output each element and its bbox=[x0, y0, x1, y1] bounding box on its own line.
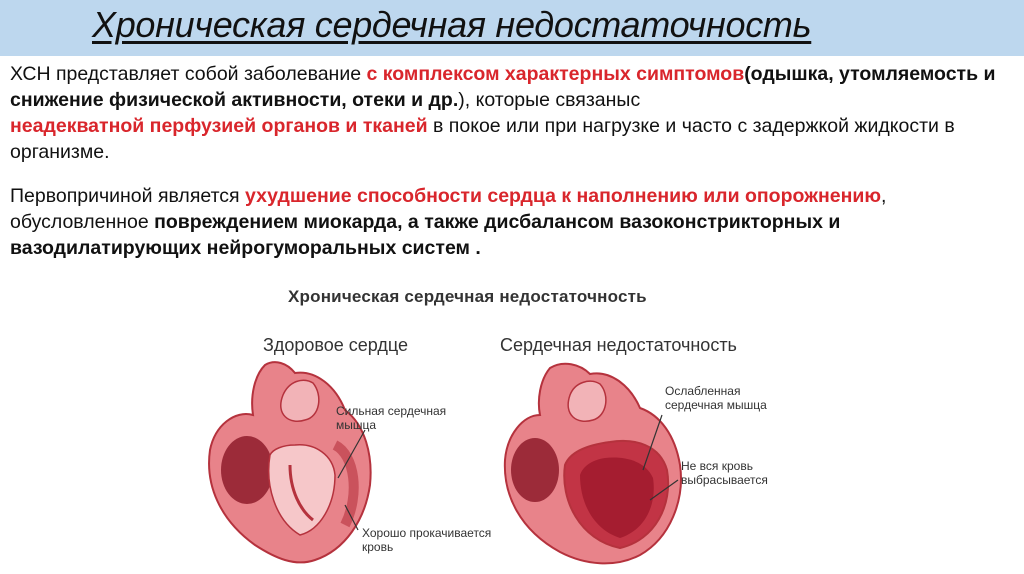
text: Первопричиной является bbox=[10, 185, 246, 207]
callout-line: Ослабленная bbox=[665, 384, 741, 398]
highlight-text: с комплексом характерных симптомов bbox=[366, 63, 745, 85]
callout-line: Хорошо прокачивается bbox=[362, 526, 492, 540]
callout-line-strong bbox=[338, 430, 365, 478]
callout-line: мышца bbox=[336, 418, 377, 432]
highlight-text: ухудшение способности сердца к наполнению или опорожнению bbox=[245, 185, 882, 207]
callout-line: Сильная сердечная bbox=[336, 404, 447, 418]
bold-text: (одышка, утомляемость и снижение физической активности, отеки и др. bbox=[10, 63, 996, 111]
text: в покое или при нагрузке и часто с задержкой жидкости в организме. bbox=[10, 115, 955, 163]
bold-text: повреждением миокарда, а также дисбалансом вазоконстрикторных и вазодилатирующих нейрогуморальных систем . bbox=[10, 211, 841, 259]
callout-weak-muscle bbox=[665, 384, 767, 412]
text: ), которые связаны bbox=[458, 89, 631, 111]
text: , обусловленное bbox=[10, 185, 887, 233]
slide-title: Хроническая сердечная недостаточность bbox=[92, 4, 812, 45]
failing-heart-label: Сердечная недостаточность bbox=[500, 335, 737, 355]
figure-title: Хроническая сердечная недостаточность bbox=[288, 287, 647, 306]
text: ХСН представляет собой заболевание bbox=[10, 63, 367, 85]
text: с bbox=[630, 89, 641, 111]
callout-pumps-blood bbox=[362, 526, 491, 554]
callout-line: выбрасывается bbox=[681, 473, 768, 487]
callout-not-all-ejected bbox=[681, 459, 768, 487]
callout-line-weak bbox=[643, 415, 662, 470]
callout-line-pumps bbox=[345, 505, 358, 530]
callout-line-notall bbox=[650, 480, 678, 500]
callout-line: Не вся кровь bbox=[681, 459, 753, 473]
callout-line: кровь bbox=[362, 540, 394, 554]
callout-line: сердечная мышца bbox=[665, 398, 767, 412]
highlight-text: неадекватной перфузией органов и тканей bbox=[10, 115, 428, 137]
callout-strong-muscle bbox=[336, 404, 446, 432]
healthy-heart-label: Здоровое сердце bbox=[263, 335, 409, 355]
